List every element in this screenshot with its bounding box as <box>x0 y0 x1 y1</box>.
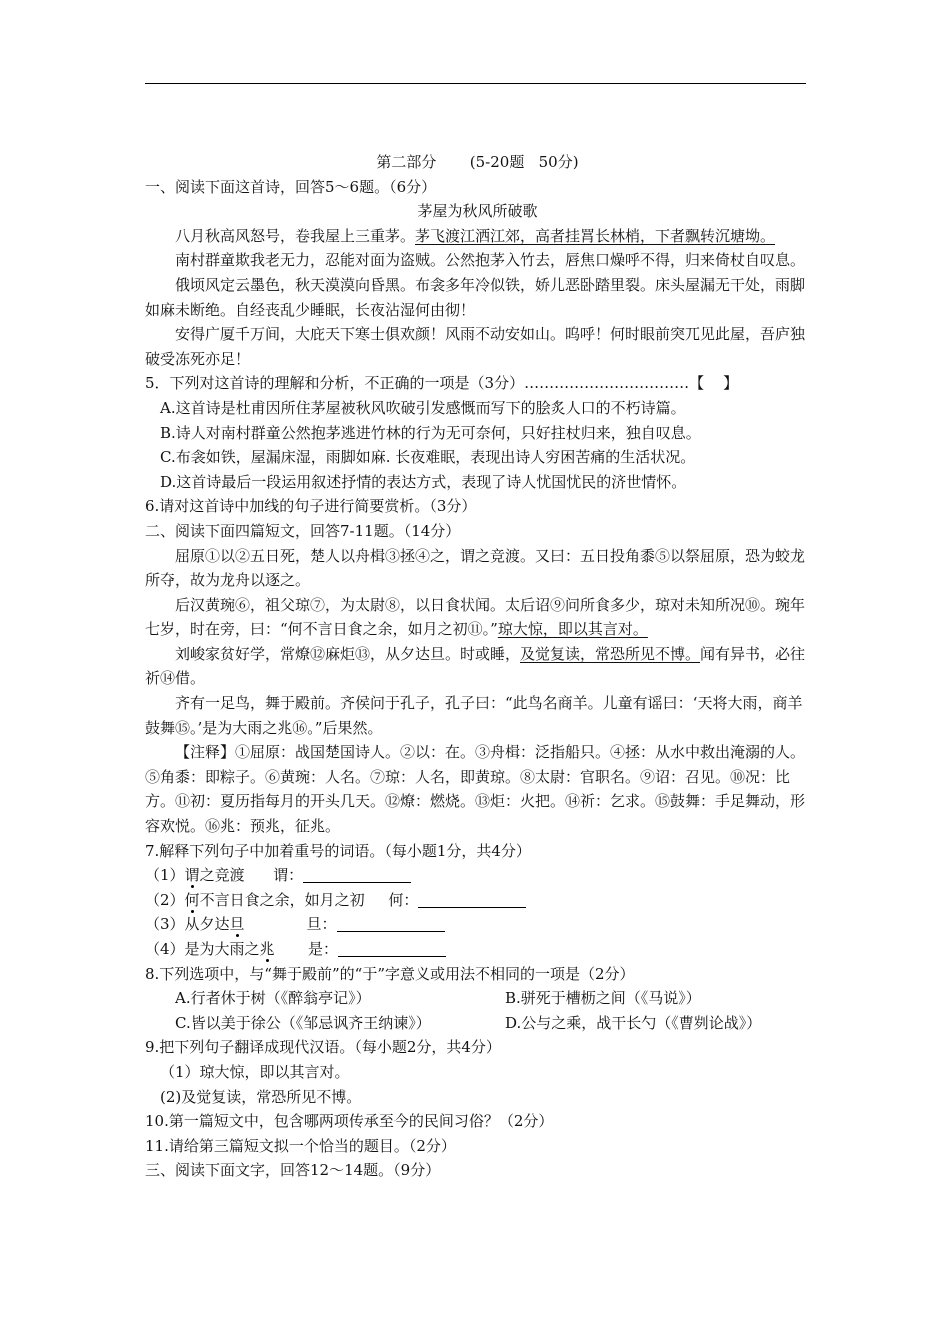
poem-para-4: 安得广厦千万间，大庇天下寒士俱欢颜！风雨不动安如山。呜呼！何时眼前突兀见此屋，吾庐独破受冻死亦足！ <box>145 325 806 368</box>
question-6: 6.请对这首诗中加线的句子进行简要赏析。（3分） <box>145 497 477 516</box>
emphasis-char: 旦 <box>229 915 245 934</box>
q7-item-1: （1）谓之竞渡 谓： <box>145 863 810 888</box>
answer-blank[interactable] <box>418 891 526 908</box>
essay-2: 后汉黄琬⑥，祖父琼⑦，为太尉⑧，以日食状闻。太后诏⑨问所食多少，琼对未知所况⑩。琬年七岁，时在旁，曰：“何不言日食之余，如月之初⑪。”琼大惊，即以其言对。 <box>145 595 806 639</box>
part3-intro: 三、阅读下面文字，回答12～14题。（9分） <box>145 1161 441 1180</box>
q8-options-row-2 <box>145 1011 810 1036</box>
underlined-sentence-1: 琼大惊，即以其言对。 <box>497 620 648 639</box>
question-11: 11.请给第三篇短文拟一个恰当的题目。（2分） <box>145 1136 456 1155</box>
question-7: 7.解释下列句子中加着重号的词语。（每小题1分，共4分） <box>145 841 531 860</box>
q7-item-2: （2）何不言日食之余，如月之初 何： <box>145 888 810 913</box>
q8-option-d: D.公与之乘，战干长勺（《曹刿论战》） <box>505 1013 762 1032</box>
answer-blank[interactable] <box>338 940 446 957</box>
question-5: 5．下列对这首诗的理解和分析，不正确的一项是（3分）……………………………【 】 <box>145 374 739 393</box>
emphasis-char: 兆 <box>259 940 275 958</box>
q5-option-c: C.布衾如铁，屋漏床湿，雨脚如麻. 长夜难眠，表现出诗人穷困苦痛的生活状况。 <box>160 448 696 467</box>
q9-item-2: (2)及觉复读，常恐所见不博。 <box>160 1087 362 1106</box>
emphasis-char: 何 <box>184 890 200 909</box>
q5-option-a: A.这首诗是杜甫因所住茅屋被秋风吹破引发感慨而写下的脍炙人口的不朽诗篇。 <box>160 398 686 417</box>
essay-4: 齐有一足鸟，舞于殿前。齐侯问于孔子，孔子曰：“此鸟名商羊。儿童有谣曰：‘天将大雨，商羊鼓舞⑮。’是为大雨之兆⑯。”后果然。 <box>145 694 803 737</box>
essay-1: 屈原①以②五日死，楚人以舟楫③拯④之，谓之竞渡。又曰：五日投角黍⑤以祭屈原，恐为蛟龙所夺，故为龙舟以逐之。 <box>145 546 806 590</box>
q8-option-c: C.皆以美于徐公（《邹忌讽齐王纳谏》） <box>175 1013 431 1032</box>
poem-para-3: 俄顷风定云墨色，秋天漠漠向昏黑。布衾多年冷似铁，娇儿恶卧踏里裂。床头屋漏无干处，雨脚如麻未断绝。自经丧乱少睡眠，长夜沾湿何由彻！ <box>145 275 806 319</box>
q8-option-a: A.行者休于树（《醉翁亭记》） <box>175 989 371 1008</box>
annotations: 【注释】①屈原：战国楚国诗人。②以：在。③舟楫：泛指船只。④拯：从水中救出淹溺的人。⑤角黍：即粽子。⑥黄琬：人名。⑦琼：人名，即黄琼。⑧太尉：官职名。⑨诏：召见。⑩况：比方。⑪初：夏历指每月的开头几天。⑫燎：燃烧。⑬炬：火把。⑭祈：乞求。⑮鼓舞：手足舞动，形容欢悦。⑯兆：预兆，征兆。 <box>145 743 806 836</box>
q5-option-d: D.这首诗最后一段运用叙述抒情的表达方式，表现了诗人忧国忧民的济世情怀。 <box>160 472 687 491</box>
q7-item-4: （4）是为大雨之兆 是： <box>145 937 810 962</box>
poem-title: 茅屋为秋风所破歌 <box>417 202 538 221</box>
question-10: 10.第一篇短文中，包含哪两项传承至今的民间习俗？（2分） <box>145 1112 554 1131</box>
question-8: 8.下列选项中，与“舞于殿前”的“于”字意义或用法不相同的一项是（2分） <box>145 964 635 983</box>
q9-item-1: （1）琼大惊，即以其言对。 <box>160 1062 350 1081</box>
answer-blank[interactable] <box>303 866 411 883</box>
section-title: 第二部分 (5-20题 50分) <box>376 153 579 171</box>
underlined-line: 茅飞渡江洒江郊，高者挂罥长林梢，下者飘转沉塘坳。 <box>415 226 776 245</box>
part1-intro: 一、阅读下面这首诗，回答5～6题。（6分） <box>145 177 437 196</box>
header-rule <box>145 83 806 84</box>
essay-3: 刘峻家贫好学，常燎⑫麻炬⑬，从夕达旦。时或睡，及觉复读，常恐所见不博。闻有异书，必往祈⑭借。 <box>145 644 806 688</box>
q5-option-b: B.诗人对南村群童公然抱茅逃进竹林的行为无可奈何，只好拄杖归来，独自叹息。 <box>160 423 701 442</box>
answer-blank[interactable] <box>337 915 445 932</box>
part2-intro: 二、阅读下面四篇短文，回答7-11题。（14分） <box>145 521 461 540</box>
q8-option-b: B.骈死于槽枥之间（《马说》） <box>505 989 701 1008</box>
underlined-sentence-2: 及觉复读，常恐所见不博。 <box>520 644 701 663</box>
exam-page <box>145 150 810 1183</box>
poem-para-2: 南村群童欺我老无力，忍能对面为盗贼。公然抱茅入竹去，唇焦口燥呼不得，归来倚杖自叹息。 <box>175 251 806 270</box>
question-9: 9.把下列句子翻译成现代汉语。（每小题2分，共4分） <box>145 1038 501 1057</box>
poem-para-1: 八月秋高风怒号，卷我屋上三重茅。茅飞渡江洒江郊，高者挂罥长林梢，下者飘转沉塘坳。 <box>175 226 776 245</box>
emphasis-char: 谓 <box>184 866 200 885</box>
q8-options-row-1 <box>145 986 810 1011</box>
q7-item-3: （3）从夕达旦 旦： <box>145 912 810 937</box>
